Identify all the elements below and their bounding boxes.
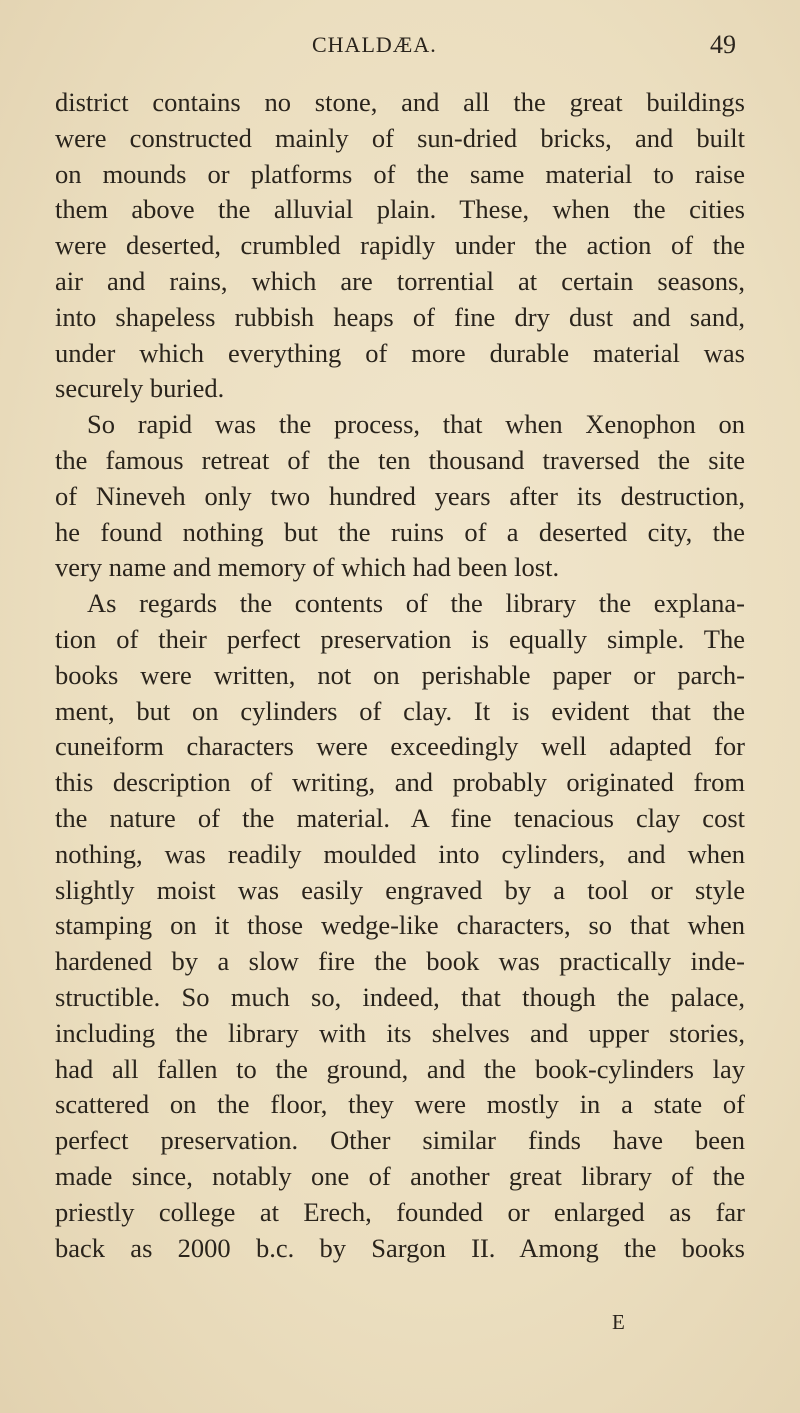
text-line: books were written, not on perishable paper or parch- (55, 659, 745, 690)
text-line: district contains no stone, and all the great buildings (55, 87, 745, 117)
body-text (55, 85, 745, 1305)
text-line: nothing, was readily moulded into cylinders, and when (55, 838, 745, 869)
text-line: into shapeless rubbish heaps of fine dry dust and sand, (55, 301, 745, 332)
text-line: structible. So much so, indeed, that though the palace, (55, 981, 745, 1012)
text-line: securely buried. (55, 373, 225, 404)
text-line: of Nineveh only two hundred years after its destruction, (55, 480, 745, 511)
text-line: scattered on the floor, they were mostly in a state of (55, 1089, 745, 1120)
text-line: perfect preservation. Other similar finds have been (55, 1125, 745, 1156)
text-line: slightly moist was easily engraved by a tool or style (55, 874, 745, 905)
text-line: the famous retreat of the ten thousand traversed the site (55, 444, 745, 475)
text-line: back as 2000 b.c. by Sargon II. Among the books (55, 1232, 745, 1263)
text-line: were deserted, crumbled rapidly under the action of the (55, 230, 745, 261)
text-line: tion of their perfect preservation is equally simple. The (55, 623, 745, 654)
text-line: under which everything of more durable material was (55, 337, 745, 368)
page-number: 49 (710, 30, 736, 59)
text-line: priestly college at Erech, founded or enlarged as far (55, 1196, 745, 1227)
text-line: them above the alluvial plain. These, when the cities (55, 194, 745, 225)
text-line: including the library with its shelves and upper stories, (55, 1017, 745, 1048)
text-line: were constructed mainly of sun-dried bricks, and built (55, 122, 745, 153)
text-line: the nature of the material. A fine tenacious clay cost (55, 802, 745, 833)
signature-mark: E (612, 1310, 625, 1334)
running-title: CHALDÆA. (312, 32, 437, 57)
text-line: stamping on it those wedge-like characters, so that when (55, 910, 745, 941)
text-line: air and rains, which are torrential at certain seasons, (55, 265, 745, 296)
text-line: had all fallen to the ground, and the book-cylinders lay (55, 1053, 745, 1084)
text-line: hardened by a slow fire the book was practically inde- (55, 946, 745, 977)
text-line: As regards the contents of the library the explana- (87, 588, 745, 619)
text-line: this description of writing, and probably originated from (55, 767, 745, 798)
text-line: cuneiform characters were exceedingly well adapted for (55, 731, 745, 762)
text-line: very name and memory of which had been lost. (55, 552, 560, 583)
text-line: he found nothing but the ruins of a deserted city, the (55, 516, 745, 547)
text-line: So rapid was the process, that when Xenophon on (87, 409, 745, 440)
text-line: on mounds or platforms of the same material to raise (55, 158, 745, 189)
text-line: made since, notably one of another great library of the (55, 1160, 745, 1191)
text-line: ment, but on cylinders of clay. It is evident that the (55, 695, 745, 726)
